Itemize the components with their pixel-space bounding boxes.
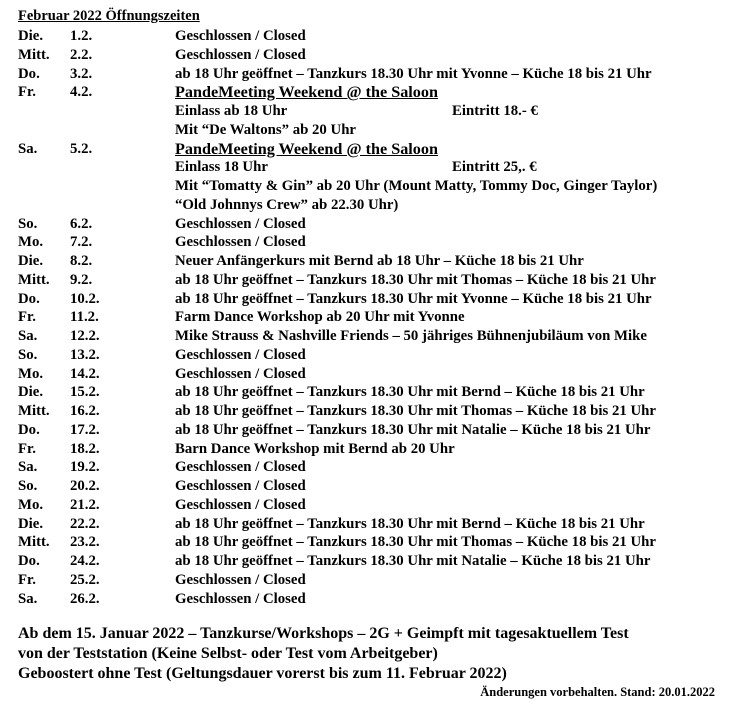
- event-description: Geschlossen / Closed: [175, 215, 306, 232]
- weekday-label: So.: [18, 215, 38, 232]
- schedule-row: [0, 421, 750, 440]
- date-label: 15.2.: [70, 384, 100, 401]
- event-title: PandeMeeting Weekend @ the Saloon: [175, 139, 438, 158]
- date-label: 26.2.: [70, 590, 100, 607]
- event-description: ab 18 Uhr geöffnet – Tanzkurs 18.30 Uhr mit Thomas – Küche 18 bis 21 Uhr: [175, 403, 656, 419]
- date-label: 6.2.: [70, 215, 93, 232]
- schedule-row: [0, 27, 750, 46]
- date-label: 1.2.: [70, 28, 93, 44]
- entry-price: Eintritt 18.- €: [452, 103, 538, 119]
- schedule-row: [0, 365, 750, 384]
- date-label: 2.2.: [70, 46, 93, 63]
- date-label: 12.2.: [70, 328, 100, 344]
- schedule-row: [0, 290, 750, 309]
- schedule-row: [0, 215, 750, 234]
- schedule-row: [0, 552, 750, 571]
- weekday-label: Do.: [18, 65, 40, 82]
- schedule-row: [0, 158, 750, 177]
- weekday-label: So.: [18, 478, 38, 494]
- date-label: 18.2.: [70, 440, 100, 457]
- date-label: 7.2.: [70, 234, 93, 251]
- schedule-row: [0, 46, 750, 65]
- weekday-label: Do.: [18, 421, 40, 438]
- schedule-row: [0, 327, 750, 346]
- date-label: 19.2.: [70, 459, 100, 476]
- event-description: ab 18 Uhr geöffnet – Tanzkurs 18.30 Uhr mit Yvonne – Küche 18 bis 21 Uhr: [175, 65, 652, 82]
- event-description: ab 18 Uhr geöffnet – Tanzkurs 18.30 Uhr mit Thomas – Küche 18 bis 21 Uhr: [175, 271, 656, 288]
- event-title: PandeMeeting Weekend @ the Saloon: [175, 83, 438, 102]
- event-description: Geschlossen / Closed: [175, 46, 306, 63]
- event-description: Farm Dance Workshop ab 20 Uhr mit Yvonne: [175, 309, 465, 326]
- schedule-row: [0, 102, 750, 121]
- schedule-row: [0, 590, 750, 609]
- schedule-row: [0, 477, 750, 496]
- event-description: Barn Dance Workshop mit Bernd ab 20 Uhr: [175, 440, 455, 457]
- schedule-row: [0, 515, 750, 534]
- footer-line-3: Geboostert ohne Test (Geltungsdauer vorerst bis zum 11. Februar 2022): [18, 665, 507, 682]
- event-description: Mit “Tomatty & Gin” ab 20 Uhr (Mount Matty, Tommy Doc, Ginger Taylor): [175, 178, 658, 194]
- weekday-label: Mo.: [18, 496, 44, 513]
- weekday-label: Mitt.: [18, 403, 50, 419]
- schedule-row: [0, 496, 750, 515]
- schedule-row: [0, 571, 750, 590]
- schedule-row: [0, 233, 750, 252]
- event-description: Geschlossen / Closed: [175, 346, 306, 363]
- event-description: ab 18 Uhr geöffnet – Tanzkurs 18.30 Uhr mit Natalie – Küche 18 bis 21 Uhr: [175, 421, 651, 438]
- schedule-row: [0, 65, 750, 84]
- weekday-label: Do.: [18, 290, 40, 307]
- schedule-row: [0, 308, 750, 327]
- schedule-row: [0, 383, 750, 402]
- event-description: ab 18 Uhr geöffnet – Tanzkurs 18.30 Uhr mit Natalie – Küche 18 bis 21 Uhr: [175, 553, 651, 569]
- footer-notice: [18, 624, 629, 684]
- schedule-row: [0, 252, 750, 271]
- weekday-label: Do.: [18, 553, 40, 569]
- date-label: 9.2.: [70, 271, 93, 288]
- changes-note: Änderungen vorbehalten. Stand: 20.01.2022: [480, 685, 715, 699]
- date-label: 3.2.: [70, 65, 93, 82]
- weekday-label: Mo.: [18, 365, 44, 382]
- weekday-label: Die.: [18, 253, 44, 269]
- date-label: 16.2.: [70, 403, 100, 419]
- event-description: Mit “De Waltons” ab 20 Uhr: [175, 121, 356, 138]
- schedule-row: [0, 458, 750, 477]
- date-label: 23.2.: [70, 534, 100, 551]
- weekday-label: Fr.: [18, 440, 36, 457]
- weekday-label: Fr.: [18, 571, 36, 588]
- weekday-label: Sa.: [18, 459, 38, 476]
- date-label: 10.2.: [70, 290, 100, 307]
- event-description: Geschlossen / Closed: [175, 590, 306, 607]
- weekday-label: So.: [18, 346, 38, 363]
- event-description: Geschlossen / Closed: [175, 459, 306, 476]
- event-description: Geschlossen / Closed: [175, 234, 306, 251]
- weekday-label: Die.: [18, 28, 44, 44]
- schedule-row: [0, 346, 750, 365]
- date-label: 11.2.: [70, 309, 99, 326]
- event-description: “Old Johnnys Crew” ab 22.30 Uhr): [175, 196, 399, 213]
- date-label: 13.2.: [70, 346, 100, 363]
- weekday-label: Mitt.: [18, 271, 50, 288]
- schedule-row: [0, 402, 750, 421]
- date-label: 22.2.: [70, 515, 100, 532]
- schedule-row: [0, 83, 750, 102]
- schedule-row: [0, 271, 750, 290]
- page-title: Februar 2022 Öffnungszeiten: [18, 8, 200, 24]
- date-label: 20.2.: [70, 478, 100, 494]
- schedule-row: [0, 533, 750, 552]
- date-label: 4.2.: [70, 84, 93, 101]
- event-description: ab 18 Uhr geöffnet – Tanzkurs 18.30 Uhr mit Yvonne – Küche 18 bis 21 Uhr: [175, 290, 652, 307]
- schedule-row: [0, 140, 750, 159]
- weekday-label: Mitt.: [18, 534, 50, 551]
- event-description: Mike Strauss & Nashville Friends – 50 jähriges Bühnenjubiläum von Mike: [175, 328, 647, 344]
- event-description: Geschlossen / Closed: [175, 365, 306, 382]
- weekday-label: Mo.: [18, 234, 44, 251]
- schedule-row: [0, 177, 750, 196]
- date-label: 8.2.: [70, 253, 93, 269]
- date-label: 17.2.: [70, 421, 100, 438]
- weekday-label: Mitt.: [18, 46, 50, 63]
- date-label: 24.2.: [70, 553, 100, 569]
- schedule-row: [0, 440, 750, 459]
- date-label: 25.2.: [70, 571, 100, 588]
- weekday-label: Die.: [18, 384, 44, 401]
- event-description: ab 18 Uhr geöffnet – Tanzkurs 18.30 Uhr mit Bernd – Küche 18 bis 21 Uhr: [175, 515, 645, 532]
- weekday-label: Die.: [18, 515, 44, 532]
- event-description: Geschlossen / Closed: [175, 28, 306, 44]
- weekday-label: Sa.: [18, 328, 38, 344]
- schedule-row: [0, 196, 750, 215]
- event-description: ab 18 Uhr geöffnet – Tanzkurs 18.30 Uhr mit Bernd – Küche 18 bis 21 Uhr: [175, 384, 645, 401]
- weekday-label: Sa.: [18, 590, 38, 607]
- footer-line-1: Ab dem 15. Januar 2022 – Tanzkurse/Workshops – 2G + Geimpft mit tagesaktuellem Test: [18, 625, 629, 642]
- date-label: 21.2.: [70, 496, 100, 513]
- weekday-label: Fr.: [18, 309, 36, 326]
- weekday-label: Sa.: [18, 140, 38, 157]
- event-description: Neuer Anfängerkurs mit Bernd ab 18 Uhr – Küche 18 bis 21 Uhr: [175, 253, 584, 269]
- weekday-label: Fr.: [18, 84, 36, 101]
- schedule-row: [0, 121, 750, 140]
- date-label: 5.2.: [70, 140, 93, 157]
- schedule-list: [0, 27, 750, 608]
- event-description: Einlass ab 18 Uhr: [175, 103, 288, 119]
- event-description: Geschlossen / Closed: [175, 478, 306, 494]
- date-label: 14.2.: [70, 365, 100, 382]
- event-description: Geschlossen / Closed: [175, 571, 306, 588]
- event-description: Geschlossen / Closed: [175, 496, 306, 513]
- footer-line-2: von der Teststation (Keine Selbst- oder Test vom Arbeitgeber): [18, 645, 438, 662]
- entry-price: Eintritt 25,. €: [452, 159, 537, 176]
- event-description: ab 18 Uhr geöffnet – Tanzkurs 18.30 Uhr mit Thomas – Küche 18 bis 21 Uhr: [175, 534, 656, 551]
- event-description: Einlass 18 Uhr: [175, 159, 268, 176]
